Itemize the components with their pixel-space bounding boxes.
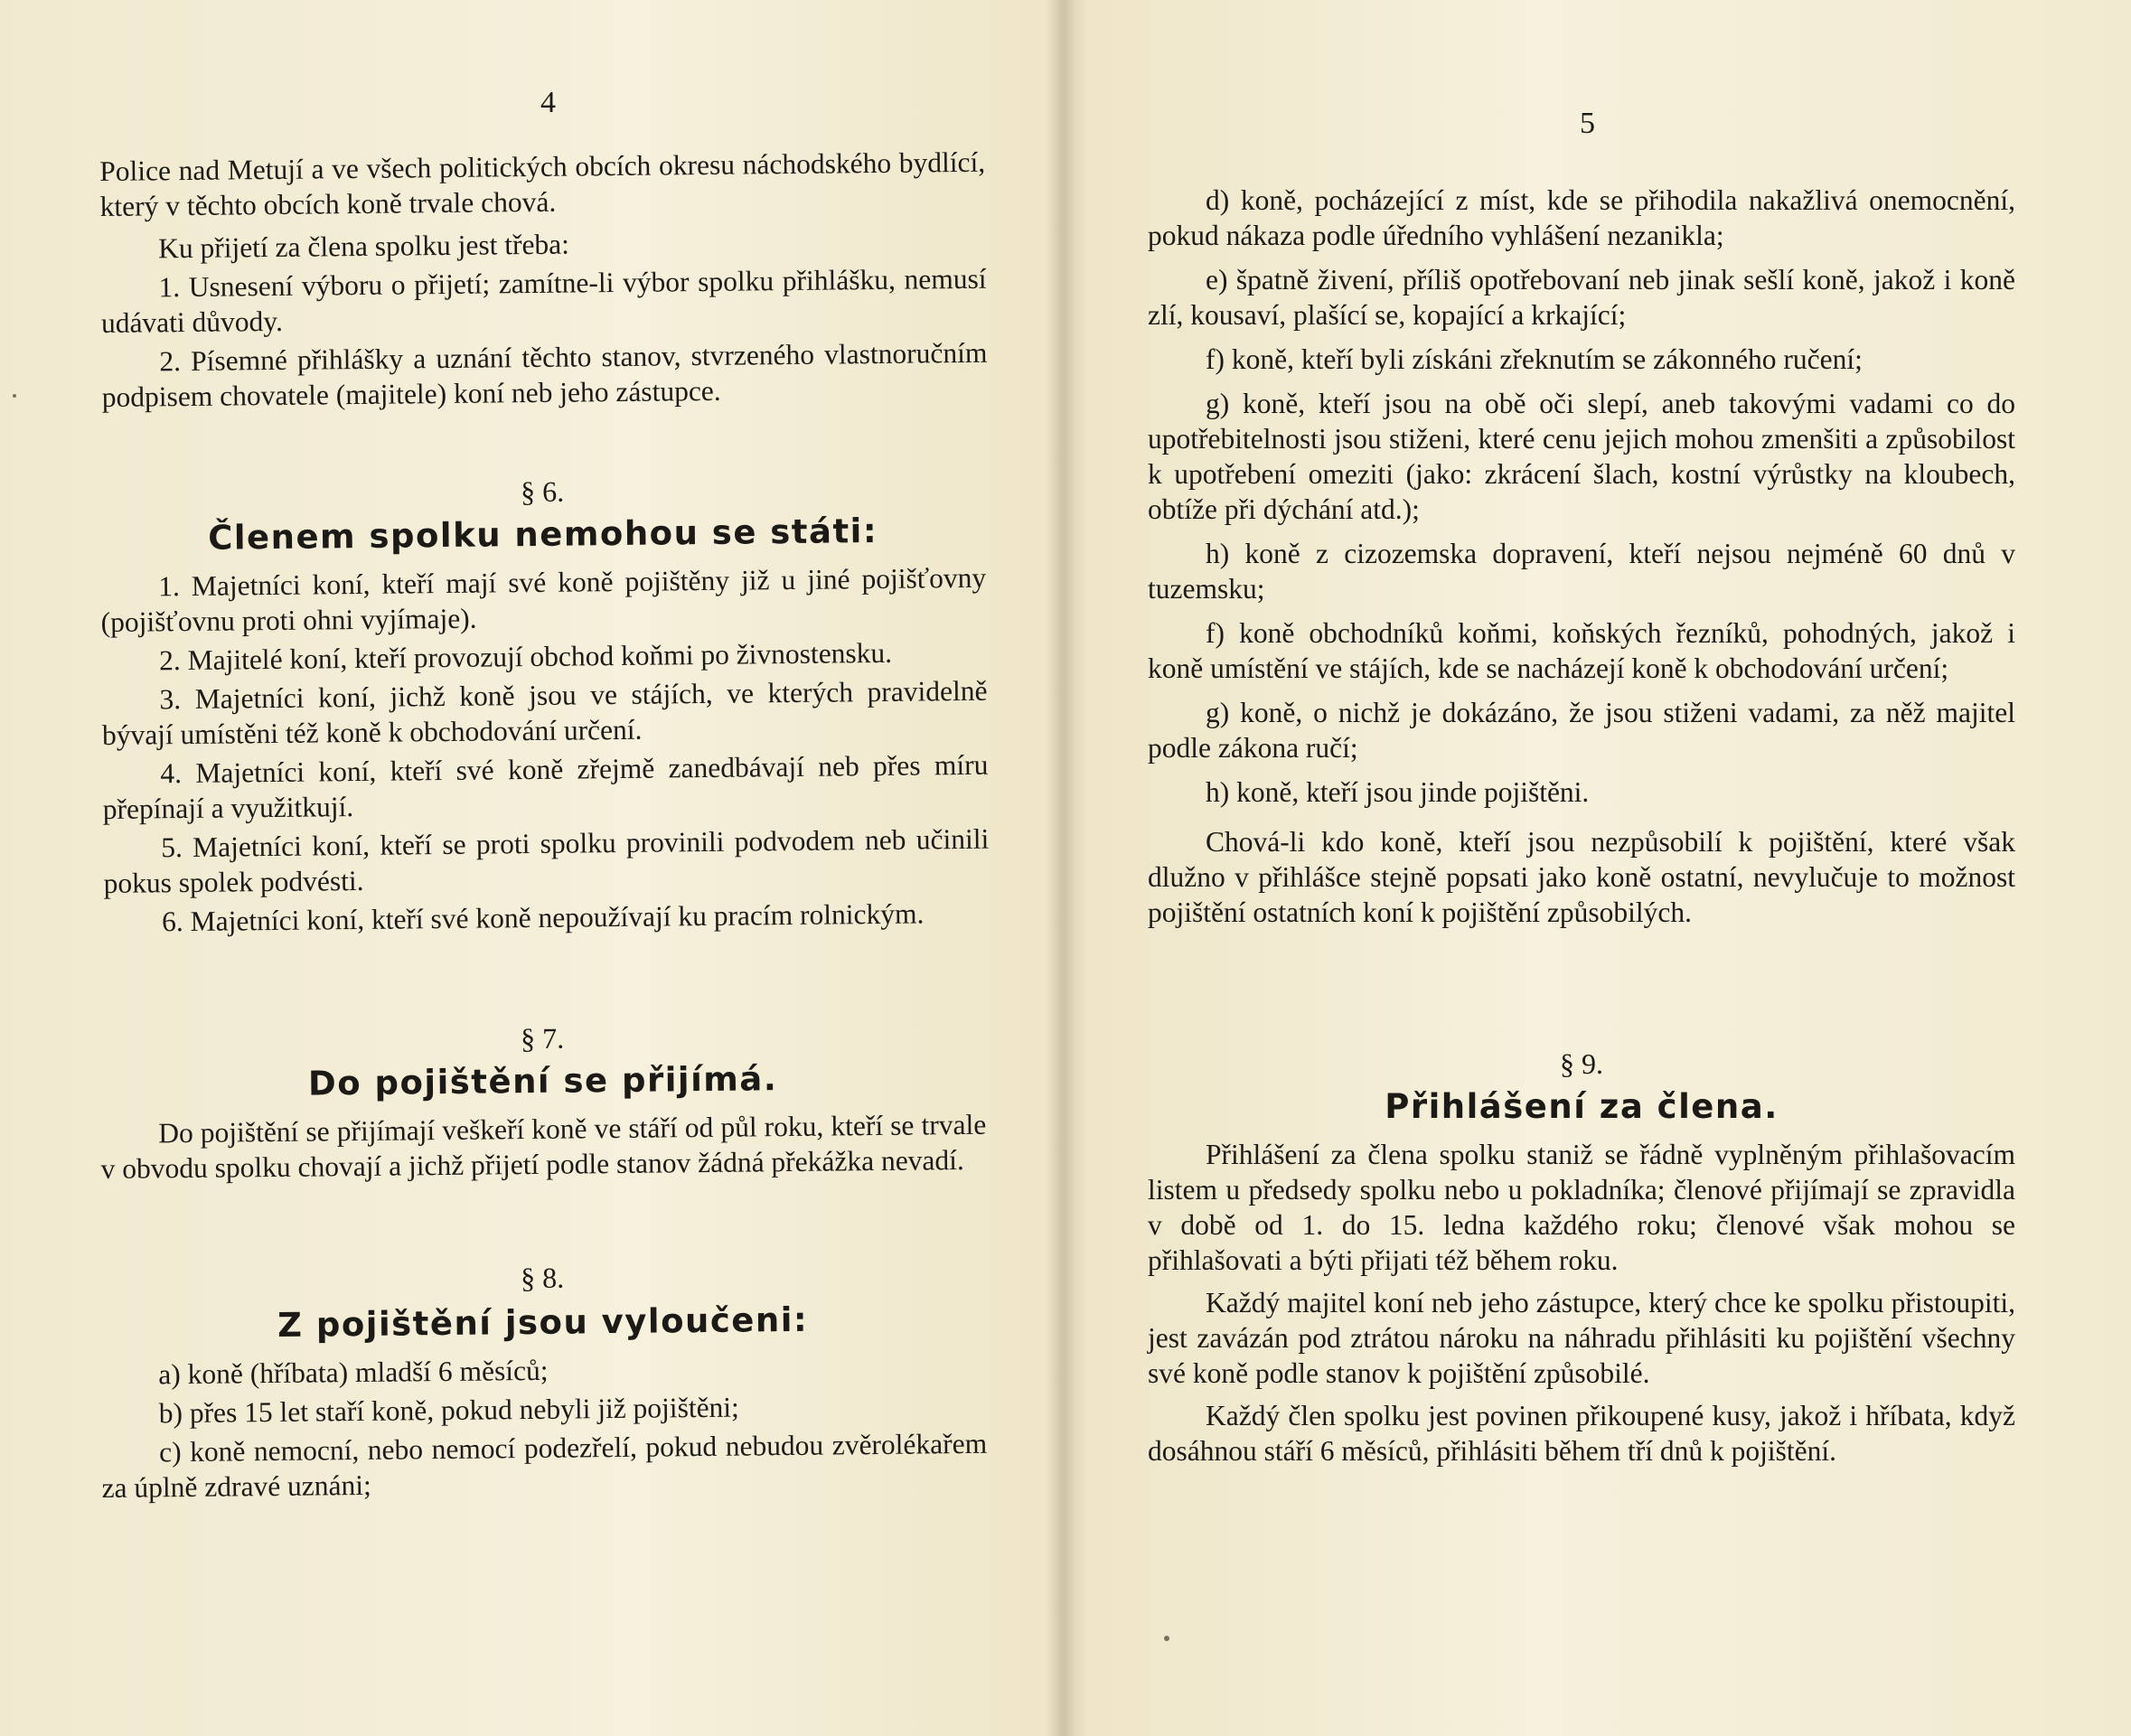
page-number: 5 (1580, 107, 1595, 140)
list-item: f) koně, kteří byli získáni zřeknutím se zákonného ručení; (1206, 343, 1863, 375)
paragraph: Ku přijetí za člena spolku jest třeba: (157, 228, 570, 265)
list-item: 2. Písemné přihlášky a uznání těchto stanov, stvrzeného vlastnoručním podpisem chovatele (majitele) koní neb jeho zástupce. (101, 336, 988, 413)
section-8 (99, 1256, 988, 1506)
book-gutter (1048, 0, 1075, 1736)
list-item: g) koně, kteří jsou na obě oči slepí, aneb takovými vadami co do upotřebitelnosti jsou stiženi, které cenu jejich mohou zmenšiti a způsobilost k upotřebení omeziti (jako: zkrácení šlach, kostní výrůstky na kloubech, obtíže při dýchání atd.); (1148, 388, 2015, 525)
list-item: 5. Majetníci koní, kteří se proti spolku provinili podvodem neb učinili pokus spolek podvésti. (103, 822, 990, 899)
paragraph: Do pojištění se přijímají veškeří koně ve stáří od půl roku, kteří se trvale v obvodu spolku chovají a jichž přijetí podle stanov žádná překážka nevadí. (100, 1108, 987, 1185)
paper-speck (1164, 1636, 1169, 1641)
section-heading: Z pojištění jsou vyloučeni: (277, 1300, 809, 1345)
paragraph: Chová-li kdo koně, kteří jsou nezpůsobilí k pojištění, které však dlužno v přihlášce stejně popsati jako koně ostatní, nevylučuje to možnost pojištění ostatních koní k pojištění způsobilých. (1148, 826, 2015, 928)
list-item: 1. Usnesení výboru o přijetí; zamítne-li výbor spolku přihlášku, nemusí udávati důvody. (100, 262, 987, 339)
paragraph: Každý majitel koní neb jeho zástupce, který chce ke spolku přistoupiti, jest zavázán pod ztrátou nároku na náhradu přihlásiti ku pojištění všechny své koně podle stanov k pojištění způsobilé. (1148, 1287, 2015, 1389)
section-number: § 7. (520, 1021, 565, 1056)
section-heading: Do pojištění se přijímá. (307, 1059, 778, 1103)
paragraph: Každý člen spolku jest povinen přikoupené kusy, jakož i hříbata, když dosáhnou stáří 6 měsíců, přihlásiti během tří dnů k pojištění. (1148, 1400, 2015, 1467)
list-item: h) koně z cizozemska dopravení, kteří nejsou nejméně 60 dnů v tuzemsku; (1148, 538, 2015, 605)
list-item: c) koně nemocní, nebo nemocí podezřelí, pokud nebudou zvěrolékařem za úplně zdravé uznáni; (101, 1427, 988, 1504)
section-number: § 6. (520, 474, 565, 509)
list-item: b) přes 15 let staří koně, pokud nebyli již pojištěni; (158, 1391, 740, 1430)
page-left (99, 0, 990, 1736)
exclusions-continued (1148, 183, 2015, 930)
paragraph: Police nad Metují a ve všech politických obcích okresu náchodského bydlící, který v těchto obcích koně trvale chová. (99, 145, 986, 222)
intro-block (99, 145, 988, 415)
list-item: h) koně, kteří jsou jinde pojištěni. (1206, 776, 1590, 808)
section-heading: Přihlášení za člena. (1385, 1087, 1779, 1126)
list-item: d) koně, pocházející z míst, kde se přihodila nakažlivá onemocnění, pokud nákaza podle úředního vyhlášení nezanikla; (1148, 184, 2015, 251)
section-number: § 9. (1560, 1047, 1603, 1080)
list-item: e) špatně živení, příliš opotřebovaní neb jinak sešlí koně, jakož i koně zlí, kousaví, plašící se, kopající a krkající; (1148, 264, 2015, 331)
paragraph: Přihlášení za člena spolku staniž se řádně vyplněným přihlašovacím listem u předsedy spolku nebo u pokladníka; členové přijímají se zpravidla v době od 1. do 15. ledna každého roku; členové však mohou se přihlašovati a býti přijati též během roku. (1148, 1139, 2015, 1276)
section-7 (99, 1017, 987, 1187)
list-item: 1. Majetníci koní, kteří mají své koně pojištěny již u jiné pojišťovny (pojišťovnu proti ohni vyjímaje). (100, 561, 987, 638)
section-number: § 8. (520, 1261, 565, 1295)
section-6 (99, 470, 990, 940)
list-item: a) koně (hříbata) mladší 6 měsíců; (158, 1354, 549, 1391)
list-item: 3. Majetníci koní, jichž koně jsou ve stájích, ve kterých pravidelně bývají umístěni též koně k obchodování určení. (101, 674, 988, 751)
page-number: 4 (540, 86, 556, 119)
list-item: 4. Majetníci koní, kteří své koně zřejmě zanedbávají neb přes míru přepínají a využitkují. (102, 748, 989, 825)
list-item: 2. Majitelé koní, kteří provozují obchod koňmi po živnostensku. (158, 636, 893, 677)
section-heading: Členem spolku nemohou se státi: (207, 511, 878, 558)
section-9 (1148, 1046, 2015, 1469)
list-item: g) koně, o nichž je dokázáno, že jsou stiženi vadami, za něž majitel podle zákona ručí; (1148, 697, 2015, 764)
page-right (1148, 0, 2015, 1736)
paper-speck (13, 394, 16, 398)
list-item: f) koně obchodníků koňmi, koňských řezníků, pohodných, jakož i koně umístění ve stájích, kde se nacházejí koně k obchodování určení; (1148, 617, 2015, 684)
list-item: 6. Majetníci koní, kteří své koně nepoužívají ku pracím rolnickým. (161, 897, 925, 938)
